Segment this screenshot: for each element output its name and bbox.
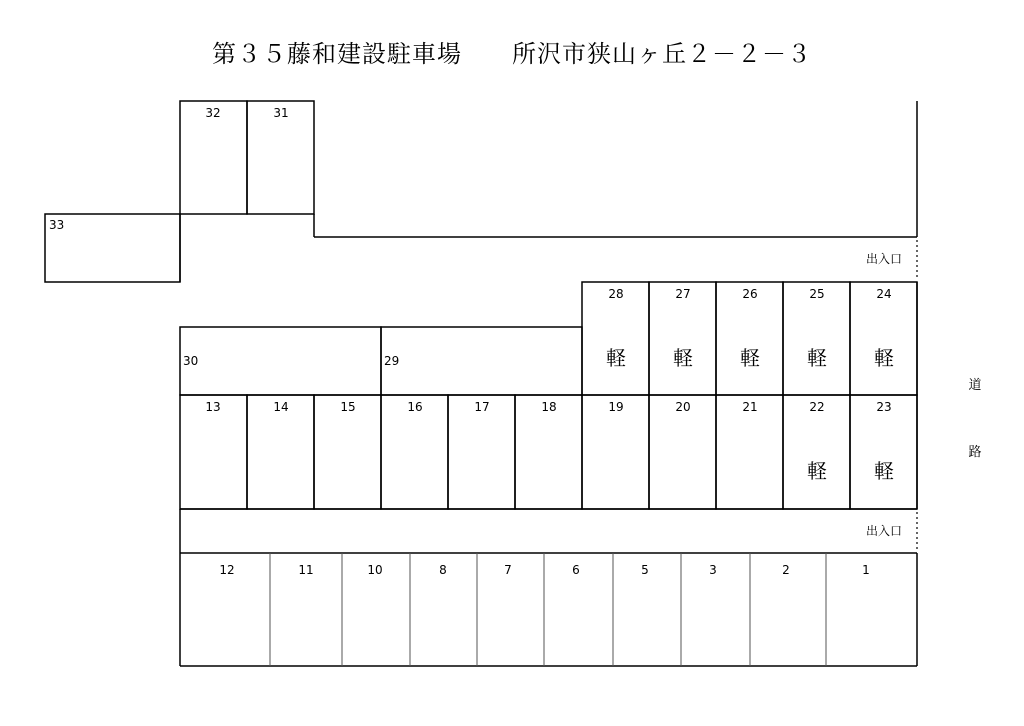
space-group-long — [180, 327, 582, 395]
space-number-19: 19 — [608, 400, 624, 414]
space-number-2: 2 — [782, 563, 790, 577]
space-number-7: 7 — [504, 563, 512, 577]
space-number-15: 15 — [340, 400, 356, 414]
space-number-30: 30 — [183, 354, 199, 368]
space-number-1: 1 — [862, 563, 870, 577]
space-number-14: 14 — [273, 400, 289, 414]
space-number-23: 23 — [876, 400, 892, 414]
space-number-16: 16 — [407, 400, 423, 414]
space-number-18: 18 — [541, 400, 557, 414]
space-group-left — [45, 214, 180, 282]
space-group-kei-row — [582, 282, 917, 395]
space-33 — [45, 214, 180, 282]
space-number-27: 27 — [675, 287, 691, 301]
space-number-10: 10 — [367, 563, 383, 577]
space-group-upper — [180, 101, 314, 282]
space-number-21: 21 — [742, 400, 758, 414]
space-number-12: 12 — [219, 563, 235, 577]
kei-mark-27: 軽 — [673, 346, 693, 370]
space-number-3: 3 — [709, 563, 717, 577]
kei-mark-24: 軽 — [874, 346, 894, 370]
space-number-24: 24 — [876, 287, 892, 301]
kei-mark-22: 軽 — [807, 459, 827, 483]
space-group-middle-row — [180, 395, 917, 509]
entrance-upper — [866, 240, 917, 280]
space-number-32: 32 — [205, 106, 221, 120]
space-number-17: 17 — [474, 400, 490, 414]
space-number-33: 33 — [49, 218, 65, 232]
entrance-lower — [866, 512, 917, 551]
kei-mark-23: 軽 — [874, 459, 894, 483]
road-label-2: 路 — [968, 445, 982, 460]
space-number-13: 13 — [205, 400, 221, 414]
space-group-bottom-row — [180, 553, 917, 666]
space-number-8: 8 — [439, 563, 447, 577]
entrance-upper-label: 出入口 — [865, 252, 903, 266]
kei-mark-26: 軽 — [740, 346, 760, 370]
road-label-1: 道 — [968, 378, 982, 393]
space-number-25: 25 — [809, 287, 825, 301]
space-number-22: 22 — [809, 400, 825, 414]
space-number-31: 31 — [273, 106, 289, 120]
space-number-26: 26 — [742, 287, 758, 301]
space-number-20: 20 — [675, 400, 691, 414]
space-number-11: 11 — [298, 563, 314, 577]
kei-mark-25: 軽 — [807, 346, 827, 370]
space-30 — [180, 327, 381, 395]
space-number-6: 6 — [572, 563, 580, 577]
page-title: 第３５藤和建設駐車場 所沢市狭山ヶ丘２－２－３ — [212, 40, 812, 68]
entrance-lower-label: 出入口 — [865, 524, 903, 538]
space-number-28: 28 — [608, 287, 624, 301]
space-number-5: 5 — [641, 563, 649, 577]
space-number-29: 29 — [384, 354, 400, 368]
kei-mark-28: 軽 — [606, 346, 626, 370]
lot-outline — [180, 101, 917, 666]
space-29 — [381, 327, 582, 395]
